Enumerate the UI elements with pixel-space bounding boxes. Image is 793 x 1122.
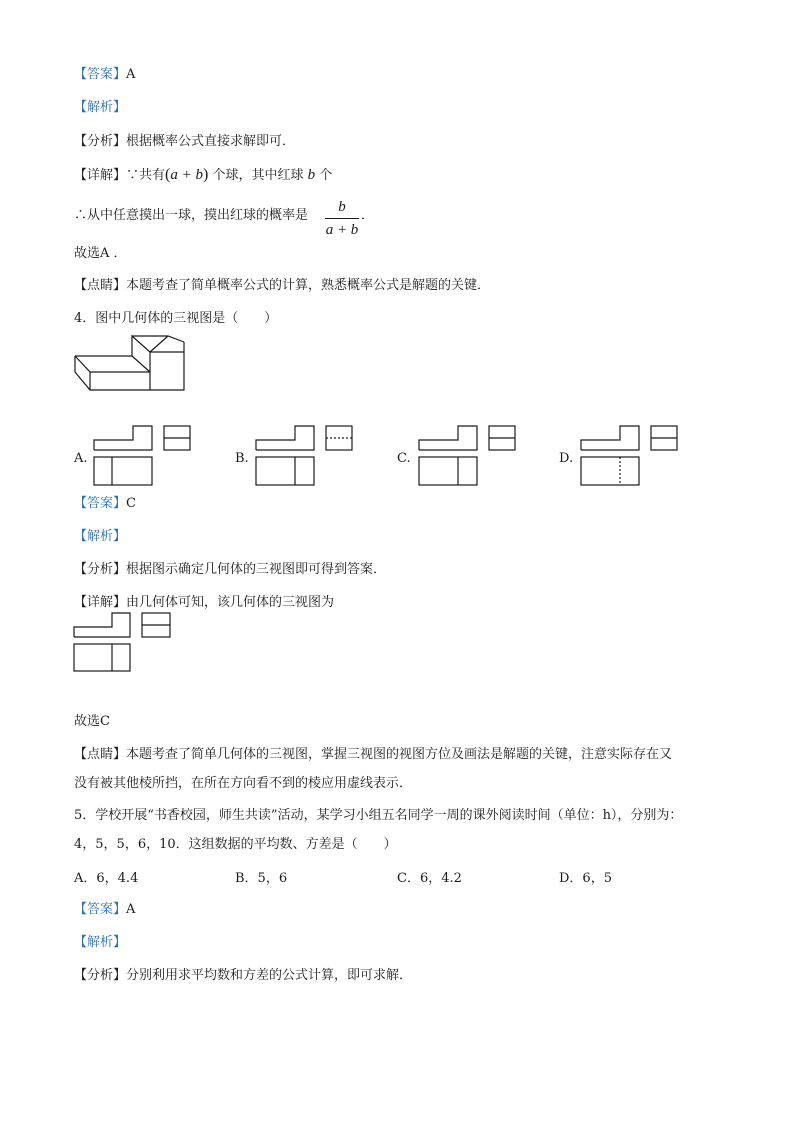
comment-tag: 【点睛】 [74, 278, 127, 293]
detail-end: 个 [319, 168, 333, 183]
answer-tag: 【答案】 [74, 902, 127, 917]
q4-detail [74, 594, 334, 612]
option-b-views[interactable] [256, 426, 356, 488]
q4-comment [74, 746, 672, 764]
fenxi-tag: 【分析】 [74, 134, 127, 149]
probability-fraction [325, 198, 359, 239]
detail-tag: 【详解】 [74, 595, 127, 610]
option-d-views[interactable] [581, 426, 681, 488]
option-a-views[interactable] [94, 426, 194, 488]
paren-open: ( [165, 166, 171, 183]
q3-comment [74, 277, 490, 295]
answer-tag: 【答案】 [74, 67, 127, 82]
analysis-tag: 【解析】 [74, 100, 127, 115]
q3-detail [74, 166, 332, 185]
q5-analysis [74, 934, 126, 952]
fenxi-tag: 【分析】 [74, 562, 127, 577]
expr-a-plus-b: a + b [170, 167, 203, 183]
analysis-tag: 【解析】 [74, 529, 127, 544]
option-d-label: D. [559, 451, 574, 466]
q5-question-line2: 4，5，5，6，10．这组数据的平均数、方差是（ ） [74, 837, 397, 852]
answer-three-views [74, 613, 174, 675]
analysis-tag: 【解析】 [74, 935, 127, 950]
comment-line1: 本题考查了简单几何体的三视图，掌握三视图的视图方位及画法是解题的关键，注意实际存在又 [126, 747, 673, 762]
q5-fenxi [74, 967, 412, 985]
solid-figure [70, 334, 190, 394]
q3-answer [74, 66, 135, 84]
q4-choose: 故选C [74, 714, 110, 729]
q5-question-line1: 5．学校开展“书香校园，师生共读”活动，某学习小组五名同学一周的课外阅读时间（单位：h），分别为： [74, 808, 683, 823]
q5-choice-c[interactable]: C．6，4.2 [397, 871, 462, 886]
fraction-bar [325, 218, 359, 219]
q5-choice-a[interactable]: A．6，4.4 [74, 871, 139, 886]
paren-close: ) [202, 166, 209, 183]
detail-tag: 【详解】 [74, 168, 127, 183]
fraction-denominator: a + b [325, 222, 359, 238]
q4-question: 4．图中几何体的三视图是（ ） [74, 311, 278, 326]
detail-mid: 个球，其中红球 [212, 168, 304, 183]
q4-comment-line2: 没有被其他棱所挡，在所在方向看不到的棱应用虚线表示． [74, 776, 413, 791]
q4-analysis [74, 528, 126, 546]
q4-answer [74, 495, 136, 513]
fraction-end: ． [361, 208, 375, 223]
option-c-views[interactable] [419, 426, 519, 488]
option-c-label: C. [397, 451, 411, 466]
q3-analysis [74, 99, 126, 117]
q4-fenxi [74, 561, 386, 579]
comment-text: 本题考查了简单概率公式的计算，熟悉概率公式是解题的关键． [126, 278, 491, 293]
fenxi-text: 分别利用求平均数和方差的公式计算，即可求解． [126, 968, 413, 983]
q3-therefore [74, 207, 308, 225]
fenxi-text: 根据图示确定几何体的三视图即可得到答案． [126, 562, 387, 577]
detail-because: ∵共有 [126, 168, 166, 183]
therefore-text: ∴从中任意摸出一球，摸出红球的概率是 [74, 208, 309, 223]
fraction-numerator: b [338, 199, 346, 215]
answer-value: C [126, 496, 136, 511]
fenxi-text: 根据概率公式直接求解即可． [126, 134, 296, 149]
fenxi-tag: 【分析】 [74, 968, 127, 983]
answer-value: A [126, 902, 136, 917]
answer-tag: 【答案】 [74, 496, 127, 511]
detail-text: 由几何体可知，该几何体的三视图为 [126, 595, 335, 610]
q5-answer [74, 901, 135, 919]
q5-choice-b[interactable]: B．5，6 [235, 871, 288, 886]
var-b: b [307, 167, 316, 183]
q3-fenxi [74, 133, 295, 151]
answer-value: A [126, 67, 136, 82]
comment-tag: 【点睛】 [74, 747, 127, 762]
q5-choice-d[interactable]: D．6，5 [559, 871, 612, 886]
option-a-label: A. [74, 451, 88, 466]
q3-choose: 故选A ． [74, 246, 127, 261]
option-b-label: B. [235, 451, 249, 466]
